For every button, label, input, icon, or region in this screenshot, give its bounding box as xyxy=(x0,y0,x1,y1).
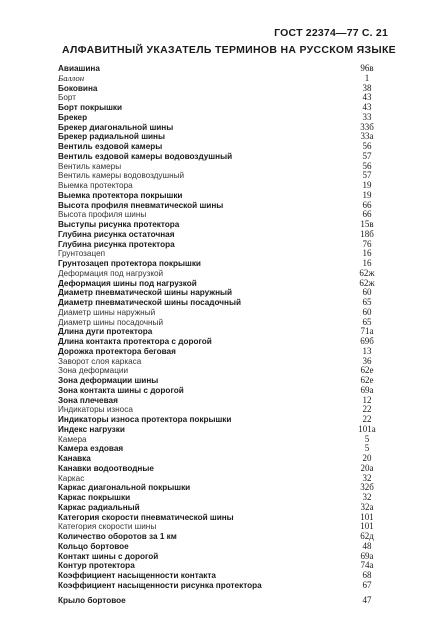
index-term: Выемка протектора покрышки xyxy=(58,190,183,200)
index-reference-number: 101а xyxy=(358,423,376,434)
index-term: Боковина xyxy=(58,83,98,93)
index-reference-number: 65 xyxy=(362,297,372,307)
index-reference-number: 62е xyxy=(360,365,374,376)
index-entry xyxy=(58,444,384,454)
index-term: Выступы рисунка протектора xyxy=(58,220,180,229)
index-reference-number: 69а xyxy=(360,550,374,561)
index-term: Диаметр пневматической шины наружный xyxy=(58,288,233,298)
index-term: Брекер диагональной шины xyxy=(58,122,174,132)
index-entry xyxy=(58,454,384,464)
index-entry xyxy=(58,503,384,513)
page-header: ГОСТ 22374—77 С. 21 xyxy=(274,27,388,39)
index-entry xyxy=(58,474,384,484)
index-term: Глубина рисунка протектора xyxy=(58,239,175,249)
index-term: Борт xyxy=(58,93,77,103)
index-term: Вентиль камеры xyxy=(58,161,122,171)
index-term: Каркас диагональной покрышки xyxy=(58,483,191,493)
index-entry xyxy=(58,596,384,606)
index-term: Камера ездовая xyxy=(58,444,124,454)
index-reference-number: 33б xyxy=(360,121,374,132)
index-reference-number: 71а xyxy=(360,326,374,337)
index-term: Коэффициент насыщенности рисунка протектора xyxy=(58,580,262,590)
index-reference-number: 20а xyxy=(360,462,374,473)
index-term: Баллон xyxy=(58,72,85,83)
index-entry xyxy=(58,152,384,162)
index-term: Деформация шины под нагрузкой xyxy=(58,278,197,288)
index-reference-number: 19 xyxy=(362,189,372,200)
index-entry xyxy=(58,327,384,337)
index-term: Высота профиля шины xyxy=(58,210,147,220)
index-reference-number: 56 xyxy=(362,160,372,171)
index-entry xyxy=(58,103,384,113)
index-reference-number: 32а xyxy=(360,501,374,512)
index-term: Категория скорости пневматической шины xyxy=(58,512,234,522)
index-reference-number: 32 xyxy=(362,472,372,483)
index-reference-number: 96в xyxy=(360,63,374,73)
index-reference-number: 62е xyxy=(360,375,374,385)
index-reference-number: 62ж xyxy=(359,277,375,288)
index-reference-number: 101 xyxy=(360,521,374,532)
index-reference-number: 101 xyxy=(360,511,374,522)
index-entry xyxy=(58,347,384,357)
index-term: Каркас покрышки xyxy=(58,493,131,502)
index-reference-number: 19 xyxy=(362,180,372,190)
index-entry xyxy=(58,230,384,240)
index-term: Индикаторы износа протектора покрышки xyxy=(58,415,232,424)
index-reference-number: 13 xyxy=(362,345,372,356)
index-term: Контур протектора xyxy=(58,561,135,571)
index-reference-number: 15в xyxy=(360,219,374,229)
index-reference-number: 33 xyxy=(362,111,372,122)
index-term: Диаметр шины наружный xyxy=(58,307,156,317)
index-entry xyxy=(58,366,384,376)
index-reference-number: 32 xyxy=(362,492,372,502)
index-entry xyxy=(58,201,384,211)
index-entry xyxy=(58,337,384,347)
index-reference-number: 38 xyxy=(362,82,372,93)
index-entry xyxy=(58,142,384,152)
index-term: Индикаторы износа xyxy=(58,405,133,415)
index-term: Крыло бортовое xyxy=(58,595,126,605)
index-term: Контакт шины с дорогой xyxy=(58,551,159,561)
index-term: Вентиль ездовой камеры xyxy=(58,142,163,151)
index-entry xyxy=(58,415,384,425)
index-reference-number: 33а xyxy=(360,131,374,142)
index-reference-number: 69а xyxy=(360,384,374,395)
index-reference-number: 16 xyxy=(362,258,372,268)
index-entry xyxy=(58,571,384,581)
index-entry xyxy=(58,405,384,415)
index-term: Коэффициент насыщенности контакта xyxy=(58,571,216,580)
index-entry xyxy=(58,483,384,493)
index-term: Брекер xyxy=(58,112,88,122)
index-term: Канавки водоотводные xyxy=(58,463,154,473)
index-reference-number: 66 xyxy=(362,209,372,220)
index-term: Камера xyxy=(58,434,87,444)
index-reference-number: 1 xyxy=(364,72,370,83)
index-term: Зона контакта шины с дорогой xyxy=(58,385,184,395)
index-entry xyxy=(58,561,384,571)
index-reference-number: 66 xyxy=(362,199,372,210)
index-term: Длина контакта протектора с дорогой xyxy=(58,337,212,346)
index-reference-number: 18б xyxy=(360,228,374,239)
index-entry xyxy=(58,220,384,230)
index-term: Вентиль камеры водовоздушный xyxy=(58,171,185,181)
index-term: Высота профиля пневматической шины xyxy=(58,200,224,210)
index-entry xyxy=(58,259,384,269)
index-term: Глубина рисунка остаточная xyxy=(58,229,175,239)
index-reference-number: 57 xyxy=(362,150,372,161)
index-entry xyxy=(58,552,384,562)
index-entry xyxy=(58,308,384,318)
index-term: Категория скорости шины xyxy=(58,522,157,532)
index-term: Борт покрышки xyxy=(58,103,123,112)
index-entry xyxy=(58,376,384,386)
index-term: Количество оборотов за 1 км xyxy=(58,532,177,541)
index-reference-number: 22 xyxy=(362,414,372,424)
index-term: Каркас xyxy=(58,473,85,483)
index-entry xyxy=(58,279,384,289)
index-reference-number: 32б xyxy=(360,482,374,493)
index-entry xyxy=(58,318,384,328)
index-term: Вентиль ездовой камеры водовоздушный xyxy=(58,151,233,161)
index-entry xyxy=(58,210,384,220)
index-entry xyxy=(58,93,384,103)
index-reference-number: 62ж xyxy=(359,267,375,278)
index-entry xyxy=(58,249,384,259)
index-reference-number: 74а xyxy=(360,560,374,571)
index-reference-number: 76 xyxy=(362,238,372,249)
index-term: Грунтозацеп xyxy=(58,249,106,259)
index-entry xyxy=(58,386,384,396)
index-term: Зона деформации шины xyxy=(58,376,159,385)
index-reference-number: 65 xyxy=(362,316,372,327)
index-reference-number: 16 xyxy=(362,248,372,259)
index-term: Индекс нагрузки xyxy=(58,424,125,434)
index-entry xyxy=(58,240,384,250)
index-entry xyxy=(58,522,384,532)
index-entry xyxy=(58,191,384,201)
index-entry xyxy=(58,298,384,308)
index-reference-number: 36 xyxy=(362,355,372,366)
index-entry xyxy=(58,357,384,367)
index-reference-number: 12 xyxy=(362,394,372,405)
index-term: Кольцо бортовое xyxy=(58,541,129,551)
index-entry xyxy=(58,181,384,191)
index-entry xyxy=(58,132,384,142)
index-entry xyxy=(58,171,384,181)
index-reference-number: 47 xyxy=(362,594,372,605)
index-term: Грунтозацеп протектора покрышки xyxy=(58,259,201,268)
index-entry xyxy=(58,513,384,523)
index-entry xyxy=(58,464,384,474)
index-entry xyxy=(58,542,384,552)
index-term: Канавка xyxy=(58,454,91,463)
index-term: Деформация под нагрузкой xyxy=(58,268,164,278)
index-term: Длина дуги протектора xyxy=(58,327,153,337)
index-entry xyxy=(58,288,384,298)
index-reference-number: 67 xyxy=(362,579,372,590)
index-term: Брекер радиальной шины xyxy=(58,132,165,142)
index-reference-number: 60 xyxy=(362,287,372,298)
index-reference-number: 22 xyxy=(362,404,372,415)
index-reference-number: 62д xyxy=(360,531,374,541)
index-reference-number: 60 xyxy=(362,306,372,317)
terms-index-list xyxy=(58,64,384,605)
index-reference-number: 68 xyxy=(362,570,372,580)
index-entry xyxy=(58,581,384,591)
index-reference-number: 43 xyxy=(362,92,372,103)
index-entry xyxy=(58,532,384,542)
index-title: АЛФАВИТНЫЙ УКАЗАТЕЛЬ ТЕРМИНОВ НА РУССКОМ ЯЗЫКЕ xyxy=(62,44,396,56)
index-entry xyxy=(58,425,384,435)
index-term: Зона плечевая xyxy=(58,395,118,405)
index-entry xyxy=(58,84,384,94)
index-entry xyxy=(58,113,384,123)
index-reference-number: 56 xyxy=(362,141,372,151)
index-term: Зона деформации xyxy=(58,366,129,376)
index-term: Авиашина xyxy=(58,64,100,73)
index-reference-number: 69б xyxy=(360,336,374,346)
index-entry xyxy=(58,493,384,503)
index-entry xyxy=(58,123,384,133)
index-entry xyxy=(58,435,384,445)
index-term: Каркас радиальный xyxy=(58,502,140,512)
index-reference-number: 57 xyxy=(362,170,372,181)
index-entry xyxy=(58,64,384,74)
index-term: Диаметр шины посадочный xyxy=(58,317,164,327)
index-entry xyxy=(58,74,384,84)
index-term: Дорожка протектора беговая xyxy=(58,346,176,356)
index-reference-number: 5 xyxy=(364,443,370,454)
index-term: Выемка протектора xyxy=(58,181,133,190)
index-term: Заворот слоя каркаса xyxy=(58,356,142,366)
index-entry xyxy=(58,269,384,279)
index-reference-number: 43 xyxy=(362,102,372,112)
index-reference-number: 5 xyxy=(364,433,370,444)
index-entry xyxy=(58,396,384,406)
index-entry xyxy=(58,162,384,172)
index-term: Диаметр пневматической шины посадочный xyxy=(58,298,242,307)
index-reference-number: 48 xyxy=(362,540,372,551)
index-reference-number: 20 xyxy=(362,453,372,463)
